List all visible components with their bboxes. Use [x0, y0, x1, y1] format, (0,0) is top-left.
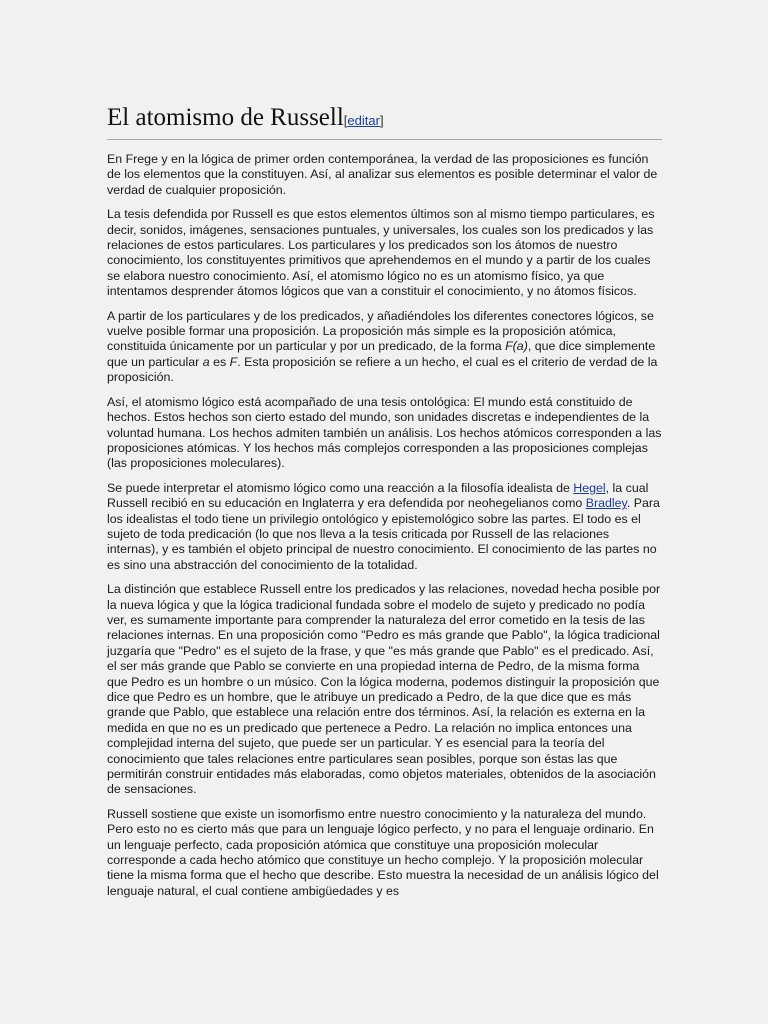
paragraph-3: A partir de los particulares y de los predicados, y añadiéndoles los diferentes conectores lógicos, se vuelve posible formar una proposición. La proposición más simple es la proposición atómica, constituida únicamente por un particular y por un predicado, de la forma F(a), que dice simplemente que un particular a es F. Esta proposición se refiere a un hecho, el cual es el criterio de verdad de la proposición. — [107, 308, 658, 385]
hegel-link[interactable]: Hegel — [573, 480, 606, 495]
paragraph-4: Así, el atomismo lógico está acompañado de una tesis ontológica: El mundo está constituido de hechos. Estos hechos son cierto estado del mundo, son unidades discretas e independientes de la voluntad humana. Los hechos admiten también un análisis. Los hechos atómicos corresponden a las proposiciones atómicas. Y los hechos más complejos corresponden a las proposiciones complejas (las proposiciones moleculares). — [107, 394, 662, 471]
article — [107, 103, 662, 908]
paragraph-6: La distinción que establece Russell entre los predicados y las relaciones, novedad hecha posible por la nueva lógica y que la lógica tradicional fundada sobre el modelo de sujeto y predicado no podía ver, es sumamente importante para comprender la naturaleza del error cometido en la tesis de las relaciones internas. En una proposición como "Pedro es más grande que Pablo", la lógica tradicional juzgaría que "Pedro" es el sujeto de la frase, y que "es más grande que Pablo" es el predicado. Así, el ser más grande que Pablo se convierte en una propiedad interna de Pedro, de la misma forma que Pedro es un hombre o un músico. Con la lógica moderna, podemos distinguir la proposición que dice que Pedro es un hombre, que le atribuye un predicado a Pedro, de la que dice que es más grande que Pablo, que establece una relación entre dos términos. Así, la relación es externa en la medida en que no es un predicado que pertenece a Pedro. La relación no implica entonces una complejidad interna del sujeto, que puede ser un particular. Y es esencial para la teoría del conocimiento que tales relaciones entre particulares sean posibles, porque son éstas las que permitirán construir entidades más elaboradas, como objetos materiales, obtenidos de la asociación de sensaciones. — [107, 582, 661, 797]
paragraph-5: Se puede interpretar el atomismo lógico como una reacción a la filosofía idealista de Hegel, la cual Russell recibió en su educación en Inglaterra y era defendida por neohegelianos como Bradley. Para los idealistas el todo tiene un privilegio ontológico y epistemológico sobre las partes. El todo es el sujeto de toda predicación (lo que nos lleva a la tesis criticada por Russell de las relaciones internas), y es también el objeto principal de nuestro conocimiento. El conocimiento de las partes no es sino una abstracción del conocimiento de la totalidad. — [107, 480, 660, 572]
variable-a: a — [202, 354, 210, 369]
variable-f: F — [229, 354, 238, 369]
bradley-link[interactable]: Bradley — [585, 496, 627, 511]
section-heading — [107, 103, 662, 140]
formula-fa: F(a) — [505, 339, 528, 354]
edit-link[interactable]: editar — [347, 113, 380, 128]
paragraph-7: Russell sostiene que existe un isomorfismo entre nuestro conocimiento y la naturaleza del mundo. Pero esto no es cierto más que para un lenguaje lógico perfecto, y no para el lenguaje ordinario. En un lenguaje perfecto, cada proposición atómica que constituye una proposición molecular corresponde a cada hecho atómico que constituye un hecho complejo. Y la proposición molecular tiene la misma forma que el hecho que describe. Esto muestra la necesidad de un análisis lógico del lenguaje natural, el cual contiene ambigüedades y es — [107, 806, 659, 898]
edit-section: [editar] — [343, 113, 384, 128]
paragraph-1: En Frege y en la lógica de primer orden contemporánea, la verdad de las proposiciones es función de los elementos que la constituyen. Así, al analizar sus elementos es posible determinar el valor de verdad de cualquier proposición. — [107, 152, 658, 197]
paragraph-2: La tesis defendida por Russell es que estos elementos últimos son al mismo tiempo particulares, es decir, sonidos, imágenes, sensaciones puntuales, y universales, los cuales son los predicados y las relaciones de estos particulares. Los particulares y los predicados son los átomos de nuestro conocimiento, los constituyentes primitivos que aprehendemos en el mundo y a partir de los cuales se elabora nuestro conocimiento. Así, el atomismo lógico no es un atomismo físico, ya que intentamos desprender átomos lógicos que van a constituir el conocimiento, y no átomos físicos. — [107, 207, 655, 299]
page-title: El atomismo de Russell — [107, 104, 344, 131]
